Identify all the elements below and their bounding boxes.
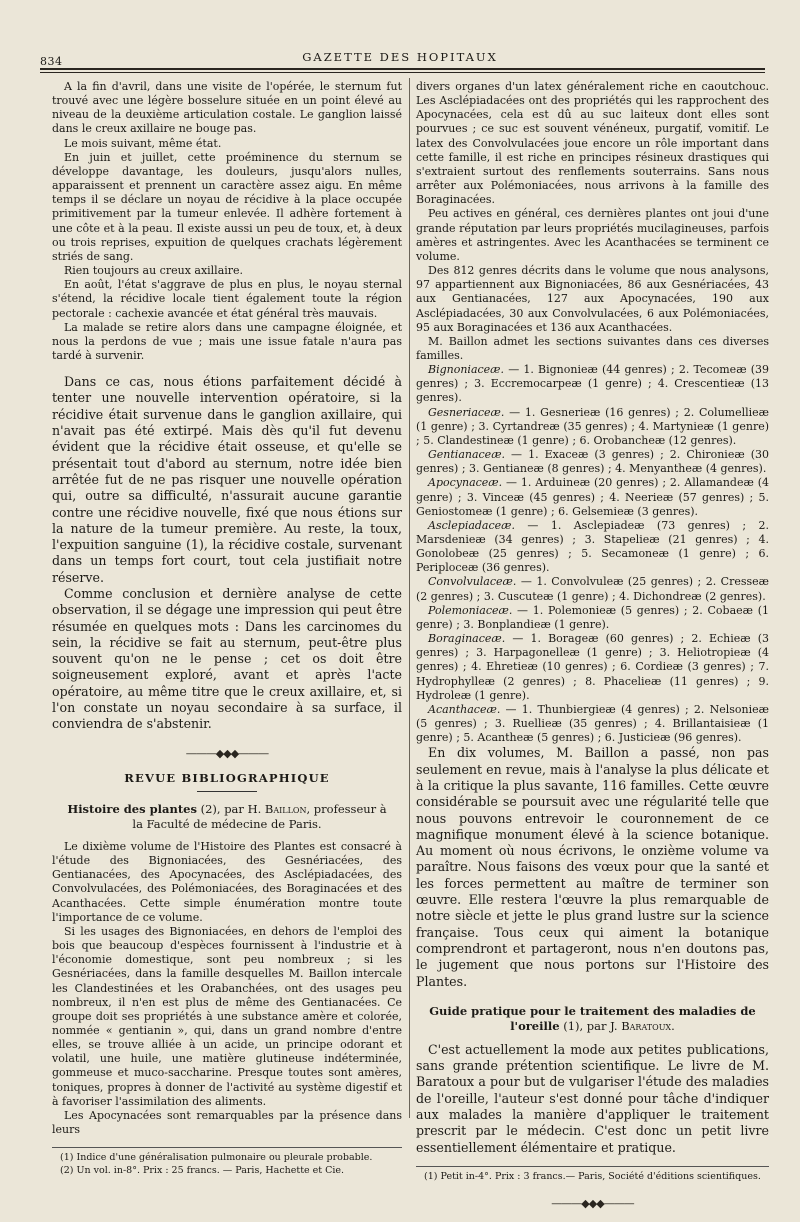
paragraph: Le dixième volume de l'Histoire des Plantes est consacré à l'étude des Bignoniacées, des Gesnériacées, des Gentianacées, des Apocynacées, des Asclépiadacées, des Convolvulacées, des Polémoniacées, des Boraginacées et des Acanthacées. Cette simple énumération montre toute l'importance de ce volume. <box>52 839 402 924</box>
header-rule <box>40 68 765 70</box>
family-name: Gentianaceæ. <box>428 448 506 462</box>
review-book-title: Guide pratique pour le traitement des maladies de l'oreille <box>429 1003 756 1033</box>
family-entry <box>416 632 769 703</box>
column-divider <box>409 78 410 1118</box>
review-heading <box>426 1004 759 1034</box>
family-entry <box>416 448 769 476</box>
paragraph: Dans ce cas, nous étions parfaitement décidé à tenter une nouvelle intervention opératoire, si la récidive était survenue dans le ganglion axillaire, qui n'avait pas été extirpé. Mais dès qu'il fut devenu évident que la récidive était osseuse, et qu'elle se présentait tout d'abord au sternum, notre idée bien arrêtée fut de ne pas risquer une nouvelle opération qui, outre sa difficulté, n'assurait aucune garantie contre une récidive nouvelle, fixé que nous étions sur la nature de la tumeur première. Au reste, la toux, l'expuition sanguine (1), la récidive costale, survenant dans un temps fort court, tout cela justifiait notre réserve. <box>52 374 402 585</box>
paragraph: Comme conclusion et dernière analyse de cette observation, il se dégage une impression qui peut être résumée en quelques mots : Dans les carcinomes du sein, la récidive se fait au sternum, peut-être plus souvent qu'on ne le pense ; cet os doit être soigneusement exploré, avant et après l'acte opératoire, au même titre que le creux axillaire, et, si l'on constate un noyau secondaire à sa surface, il conviendra de s'abstenir. <box>52 585 402 732</box>
section-title: REVUE BIBLIOGRAPHIQUE <box>124 770 330 785</box>
family-sections: — 1. Arduineæ (20 genres) ; 2. Allamandeæ (4 genre) ; 3. Vinceæ (45 genres) ; 4. Neerieæ (57 genres) ; 5. Geniostomeæ (1 genre) ; 6. Gelsemieæ (3 genres). <box>416 476 769 518</box>
family-entry <box>416 476 769 518</box>
family-name: Polemoniaceæ. <box>428 603 513 617</box>
paragraph: La malade se retire alors dans une campagne éloignée, et nous la perdons de vue ; mais une issue fatale n'aura pas tardé à survenir. <box>52 320 402 362</box>
paragraph: En juin et juillet, cette proéminence du sternum se développe davantage, les douleurs, jusqu'alors nulles, apparaissent et prennent un caractère assez aigu. En même temps il se déclare un noyau de récidive à la place occupée primitivement par la tumeur enlevée. Il adhère fortement à une côte et à la peau. Il existe aussi un peu de toux, et, à deux ou trois reprises, expuition de quelques crachats légèrement striés de sang. <box>52 150 402 263</box>
paragraph: C'est actuellement la mode aux petites publications, sans grande prétention scientifique. Le livre de M. Baratoux a pour but de vulgariser l'étude des maladies de l'oreille, l'auteur s'est donné pour tâche d'indiquer aux malades la manière d'appliquer le traitement prescrit par le médecin. C'est donc un petit livre essentiellement élémentaire et pratique. <box>416 1041 769 1155</box>
running-title: GAZETTE DES HOPITAUX <box>302 50 498 64</box>
family-sections: — 1. Gesnerieæ (16 genres) ; 2. Columellieæ (1 genre) ; 3. Cyrtandreæ (35 genres) ; 4. Martynieæ (1 genre) ; 5. Clandestineæ (1 genre) ; 6. Orobancheæ (12 genres). <box>416 405 769 447</box>
review-note: (1), par J. <box>559 1018 622 1033</box>
family-name: Acanthaceæ. <box>428 702 501 716</box>
family-name: Convolvulaceæ. <box>428 575 517 589</box>
review-book-title: Histoire des plantes <box>67 801 197 816</box>
ornament-divider: ———◆◆◆——— <box>551 1197 634 1211</box>
review-heading-end: . <box>671 1018 675 1033</box>
family-sections: — 1. Polemonieæ (5 genres) ; 2. Cobaeæ (1 genre) ; 3. Bonplandieæ (1 genre). <box>416 603 769 631</box>
ornament-divider: ———◆◆◆——— <box>185 746 269 760</box>
family-name: Boraginaceæ. <box>428 632 506 646</box>
footnote: (2) Un vol. in-8°. Prix : 25 francs. — Paris, Hachette et Cie. <box>60 1164 345 1176</box>
paragraph: Si les usages des Bignoniacées, en dehors de l'emploi des bois que beaucoup d'espèces fournissent à l'industrie et à l'économie domestique, sont peu nombreux ; si les Gesnériacées, dans la famille desquelles M. Baillon intercale les Clandestinées et les Orabanchées, ont des usages peu nombreux, il n'en est plus de même des Gentianacées. Ce groupe doit ses propriétés à une substance amère et colorée, nommée « gentianin », qui, dans un grand nombre d'entre elles, se trouve alliée à un acide, un principe odorant et volatil, une huile, une matière glutineuse indéterminée, gommeuse et muco-saccharine. Presque toutes sont amères, toniques, propres à donner de l'activité au système digestif et à favoriser l'assimilation des aliments. <box>52 924 402 1108</box>
footnote: (1) Indice d'une généralisation pulmonaire ou pleurale probable. <box>60 1152 373 1164</box>
paragraph: En août, l'état s'aggrave de plus en plus, le noyau sternal s'étend, la récidive locale tient également toute la région pectorale : cachexie avancée et état général très mauvais. <box>52 278 402 320</box>
family-sections: — 1. Bignonieæ (44 genres) ; 2. Tecomeæ (39 genres) ; 3. Eccremocarpeæ (1 genre) ; 4. Crescentieæ (13 genres). <box>416 363 769 405</box>
family-sections: — 1. Exaceæ (3 genres) ; 2. Chironieæ (30 genres) ; 3. Gentianeæ (8 genres) ; 4. Menyantheæ (4 genres). <box>416 448 769 476</box>
left-column <box>52 80 402 1177</box>
paragraph: divers organes d'un latex généralement riche en caoutchouc. Les Asclépiadacées ont des propriétés qui les rapprochent des Apocynacées, cela est dû au suc laiteux dont elles sont pourvues ; ce suc est souvent vénéneux, purgatif, vomitif. Le latex des Convolvulacées joue encore un rôle important dans cette famille, il est riche en principes résineux drastiques qui s'extraient surtout des renflements souterrains. Sans nous arrêter aux Polémoniacées, nous arrivons à la famille des Boraginacées. <box>416 80 769 207</box>
family-entry <box>416 406 769 448</box>
family-entry <box>416 604 769 632</box>
header-rule-thin <box>40 72 765 73</box>
family-name: Gesneriaceæ. <box>428 405 505 419</box>
section-rule <box>197 791 257 792</box>
family-name: Bignoniaceæ. <box>428 363 505 377</box>
paragraph: Les Apocynacées sont remarquables par la présence dans leurs <box>52 1108 402 1137</box>
paragraph: Le mois suivant, même état. <box>64 136 222 150</box>
family-entry <box>416 363 769 405</box>
family-entry <box>416 575 769 603</box>
right-column <box>416 80 769 1222</box>
family-sections: — 1. Asclepiadeæ (73 genres) ; 2. Marsdenieæ (34 genres) ; 3. Stapelieæ (21 genres) ; 4. Gonolobeæ (25 genres) ; 5. Secamoneæ (1 genre) ; 6. Periploceæ (36 genres). <box>416 518 769 575</box>
paragraph: M. Baillon admet les sections suivantes dans ces diverses familles. <box>416 334 769 362</box>
paragraph: Peu actives en général, ces dernières plantes ont joui d'une grande réputation par leurs propriétés mucilagineuses, parfois amères et astringentes. Avec les Acanthacées se terminent ce volume. <box>416 207 769 263</box>
family-sections: — 1. Thunbiergieæ (4 genres) ; 2. Nelsonieæ (5 genres) ; 3. Ruellieæ (35 genres) ; 4. Brillantaisieæ (1 genre) ; 5. Acantheæ (5 genres) ; 6. Justicieæ (96 genres). <box>416 702 769 745</box>
footnote: (1) Petit in-4°. Prix : 3 francs.— Paris, Société d'éditions scientifiques. <box>424 1170 761 1182</box>
family-entry <box>416 703 769 745</box>
family-name: Apocynaceæ. <box>428 476 503 490</box>
paragraph: A la fin d'avril, dans une visite de l'opérée, le sternum fut trouvé avec une légère bosselure située en un point élevé au niveau de la deuxième articulation costale. Le ganglion laissé dans le creux axillaire ne bouge pas. <box>52 80 402 136</box>
family-name: Asclepiadaceæ. <box>428 518 516 532</box>
paragraph: En dix volumes, M. Baillon a passé, non pas seulement en revue, mais à l'analyse la plus délicate et à la critique la plus savante, 116 familles. Cette œuvre considérable se poursuit avec une régularité telle que nous pouvons entrevoir le couronnement de ce magnifique monument élevé à la science botanique. Au moment où nous écrivons, le onzième volume va paraître. Nous faisons des vœux pour que la santé et les forces permettent au maître de terminer son œuvre. Elle restera l'œuvre la plus remarquable de notre siècle et jette le plus grand lustre sur la science française. Tous ceux qui aiment la botanique comprendront et partageront, nous n'en doutons pas, le jugement que nous portons sur l'Histoire des Plantes. <box>416 745 769 989</box>
paragraph: Des 812 genres décrits dans le volume que nous analysons, 97 appartiennent aux Bignoniacées, 86 aux Gesnériacées, 43 aux Gentianacées, 127 aux Apocynacées, 190 aux Asclépiadacées, 30 aux Convolvulacées, 6 aux Polémoniacées, 95 aux Boraginacées et 136 aux Acanthacées. <box>416 264 769 334</box>
review-author-affiliation: , professeur à la Faculté de médecine de Paris. <box>132 801 387 831</box>
paragraph: Rien toujours au creux axillaire. <box>64 264 244 278</box>
review-author: Baratoux <box>621 1018 672 1033</box>
family-entry <box>416 519 769 576</box>
family-sections: — 1. Borageæ (60 genres) ; 2. Echieæ (3 genres) ; 3. Harpagonelleæ (1 genre) ; 3. Heliotropieæ (4 genres) ; 4. Ehretieæ (10 genres) ; 6. Cordieæ (3 genres) ; 7. Hydrophylleæ (2 genres) ; 8. Phacelieæ (11 genres) ; 9. Hydroleæ (1 genre). <box>416 632 769 702</box>
review-note: (2), par H. <box>196 801 265 816</box>
review-heading <box>62 802 392 832</box>
page-number: 834 <box>40 55 63 68</box>
footnote-rule <box>52 1147 402 1148</box>
footnote-rule <box>416 1166 769 1167</box>
review-author: Baillon <box>264 801 307 816</box>
family-sections: — 1. Convolvuleæ (25 genres) ; 2. Cresseæ (2 genres) ; 3. Cuscuteæ (1 genre) ; 4. Dichondreæ (2 genres). <box>416 575 769 603</box>
